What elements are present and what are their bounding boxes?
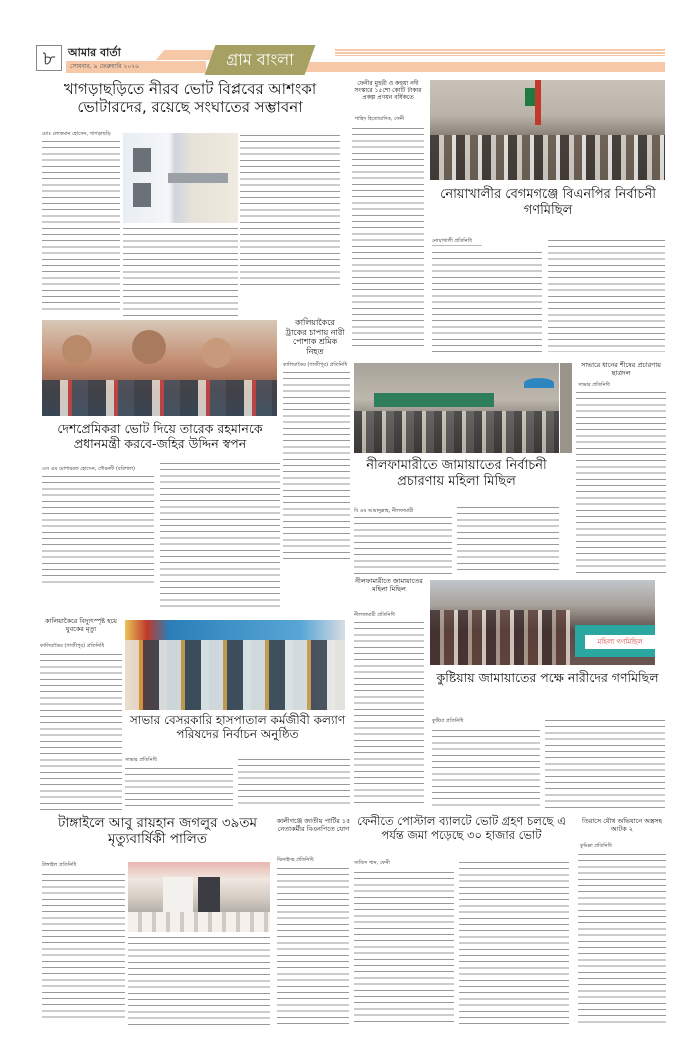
article-byline: সাভার প্রতিনিধি [578, 382, 610, 388]
article-byline: কুষ্টিয়া প্রতিনিধি [432, 718, 464, 724]
decorative-stripe [335, 49, 665, 56]
article-body [432, 250, 542, 352]
article-byline: ঝিনাইদহ প্রতিনিধি [277, 857, 314, 863]
article-body [545, 718, 665, 808]
article-headline[interactable]: ফেনীর মুহুরী ও কহুয়া নদী সংস্কারে ১৫শো কোটি টাকার প্রকল্প প্রণয়ন বর্ষিকতে [354, 80, 422, 102]
article-headline[interactable]: তিরাসে যৌথ অভিযানে অস্ত্রসহ আটক ২ [581, 817, 662, 833]
article-headline[interactable]: সাভারে ধানের শীষের প্রচারণায় ছাত্রদল [581, 361, 661, 377]
article-body [352, 126, 424, 346]
article-headline[interactable]: কালীগঞ্জে জাতীয় পার্টির ১৫ নেতাকর্মীর বিএনপিতে যোগ [276, 817, 351, 833]
article-byline: কালিয়াকৈর (গাজীপুর) প্রতিনিধি [283, 362, 348, 368]
article-byline: সাজিদ খান, ফেনী [354, 860, 390, 866]
article-byline: কালিয়াকৈর (গাজীপুর) প্রতিনিধি [40, 643, 105, 649]
article-body [354, 620, 424, 805]
article-body [283, 370, 350, 560]
article-byline: মোঃ লোকমান হোসেন, খাগড়াছড়ি [42, 131, 111, 137]
article-body [40, 652, 122, 812]
article-headline[interactable]: কুষ্টিয়ায় জামায়াতের পক্ষে নারীদের গণমিছিল [436, 670, 659, 685]
article-body [160, 461, 280, 611]
article-headline[interactable]: কালিয়াকৈরে বিদ্যুৎস্পৃষ্ট হয়ে যুবকের মৃত্যু [45, 617, 117, 633]
procession-photo[interactable] [354, 363, 559, 453]
article-body [240, 133, 340, 288]
building-photo[interactable] [123, 133, 238, 223]
article-headline[interactable]: নীলফামারীতে জামায়াতের নির্বাচনী প্রচারণায় মহিলা মিছিল [366, 458, 547, 489]
leaders-photo[interactable] [42, 320, 277, 416]
article-headline[interactable]: নোয়াখালীর বেগমগঞ্জে বিএনপির নির্বাচনী গণমিছিল [440, 187, 656, 218]
article-headline[interactable]: সাভার বেসরকারি হাসপাতাল কর্মজীবী কল্যাণ পরিষদের নির্বাচন অনুষ্ঠিত [129, 713, 346, 742]
article-headline[interactable]: কালিয়াকৈরে ট্রাকের চাপায় নারী পোশাক শ্রমিক নিহত [285, 318, 345, 356]
article-byline: টাঙ্গাইল প্রতিনিধি [42, 862, 77, 868]
article-body [123, 226, 238, 316]
article-headline[interactable]: খাগড়াছড়িতে নীরব ভোট বিপ্লবের আশংকা ভোটারদের, রয়েছে সংঘাতের সম্ভাবনা [63, 80, 317, 116]
article-byline: কুমিল্লা প্রতিনিধি [580, 843, 612, 849]
article-body [457, 505, 559, 575]
women-march-photo[interactable] [430, 580, 655, 665]
article-body [125, 766, 233, 806]
paper-name: আমার বার্তা [68, 46, 121, 59]
rally-photo[interactable] [430, 80, 665, 180]
article-headline[interactable]: দেশপ্রেমিকরা ভোট দিয়ে তারেক রহমানকে প্রধানমন্ত্রী করবে-জহির উদ্দিন স্বপন [57, 421, 263, 451]
article-byline: শাহিদ হিতোয়াদিক, ফেনী [355, 116, 405, 122]
page-number: ৮ [36, 45, 62, 71]
article-body [42, 872, 125, 1022]
article-body [459, 860, 569, 1025]
section-title: গ্রাম বাংলা [226, 50, 294, 69]
memorial-photo[interactable] [128, 862, 270, 932]
article-body [548, 238, 665, 352]
article-body [578, 852, 666, 1027]
decorative-stripe [300, 62, 665, 72]
article-body [238, 757, 350, 807]
article-body [42, 139, 120, 314]
article-body [354, 870, 454, 1025]
article-body [432, 728, 540, 808]
garland-photo[interactable] [125, 620, 345, 710]
campaign-photo[interactable] [560, 363, 572, 453]
article-headline[interactable]: ফেনীতে পোস্টাল ব্যালটে ভোট গ্রহণ চলছে এ পর্যন্ত জমা পড়েছে ৩০ হাজার ভোট [357, 814, 566, 842]
article-body [42, 474, 154, 584]
article-body [277, 866, 349, 1026]
article-body [128, 935, 270, 1025]
article-body [576, 390, 666, 575]
article-headline[interactable]: টাঙ্গাইলে আবু রায়হান জগলুর ৩৯তম মৃত্যুবার্ষিকী পালিত [57, 815, 257, 848]
article-body [354, 515, 452, 575]
banner-text: মহিলা গণমিছিল [585, 635, 655, 649]
article-byline: এস এম মোশাররফ হোসেন, গৌরনদী (বরিশাল) [42, 466, 135, 472]
divider [432, 245, 482, 246]
article-byline: নীলফামারী প্রতিনিধি [354, 612, 395, 618]
article-headline[interactable]: নীলফামারীতে জামায়াতের মহিলা মিছিল [355, 577, 423, 593]
article-byline: সাভার প্রতিনিধি [125, 757, 157, 763]
issue-date: সোমবার, ৯ ফেব্রুয়ারি ২০২৬ [66, 61, 206, 73]
article-byline: বি এম আমানুল্লাহ, নীলফামারী [354, 508, 414, 514]
article-byline: নোয়াখালী প্রতিনিধি [432, 238, 472, 244]
